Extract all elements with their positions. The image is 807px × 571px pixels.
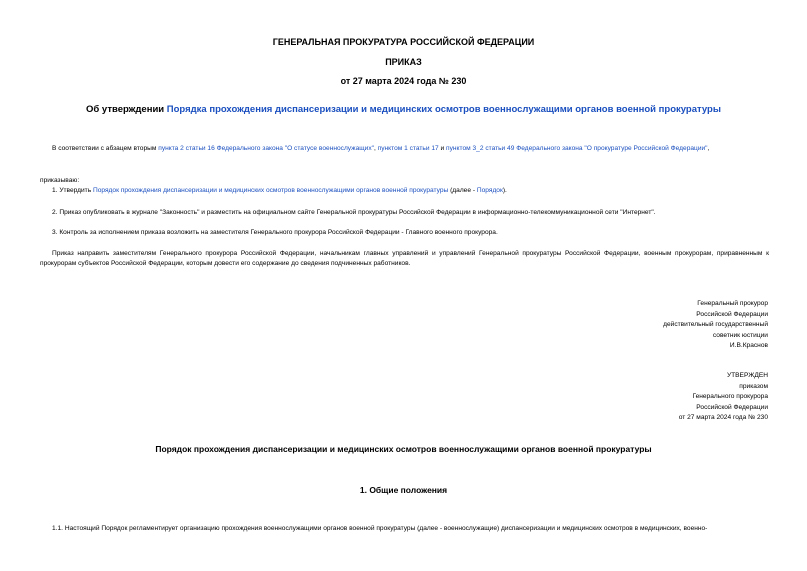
signature-line-4: советник юстиции [712, 331, 768, 339]
signature-line-5: И.В.Краснов [729, 342, 768, 350]
doc-type-heading: ПРИКАЗ [385, 57, 422, 67]
approval-block [679, 371, 768, 424]
signature-line-2: Российской Федерации [696, 310, 768, 318]
title-prefix: Об утверждении [86, 104, 167, 115]
approval-line-5: от 27 марта 2024 года № 230 [678, 414, 768, 422]
procedure-title: Порядок прохождения диспансеризации и медицинских осмотров военнослужащими органов военной прокуратуры [155, 444, 652, 454]
approval-line-4: Российской Федерации [696, 403, 768, 411]
approval-line-1: УТВЕРЖДЕН [726, 372, 768, 379]
preamble-link-prosecutor-law[interactable]: пунктом 3_2 статьи 49 Федерального закона "О прокуратуре Российской Федерации" [446, 145, 708, 152]
section-1-title: 1. Общие положения [359, 485, 448, 495]
preamble-text-4: , [707, 145, 710, 152]
signature-block [663, 299, 768, 352]
signature-line-1: Генеральный прокурор [697, 300, 768, 307]
approval-line-3: Генерального прокурора [692, 393, 768, 401]
item-1-mid: (далее - [448, 187, 477, 194]
section-1-paragraph-1: 1.1. Настоящий Порядок регламентирует организацию прохождения военнослужащими органов военной прокуратуры (далее - военнослужащие) диспансеризации и медицинских осмотров в медицинских, военно- [52, 525, 708, 532]
preamble-paragraph [40, 144, 769, 154]
order-item-1 [52, 186, 769, 196]
preamble-text-2: , [374, 145, 378, 152]
approval-line-2: приказом [739, 382, 768, 390]
order-item-3: 3. Контроль за исполнением приказа возложить на заместителя Генерального прокурора Российской Федерации - Главного военного прокурора. [52, 229, 498, 236]
item-1-prefix: 1. Утвердить [52, 187, 93, 194]
item-1-suffix: ). [502, 187, 507, 194]
preamble-link-law-status[interactable]: пункта 2 статьи 16 Федерального закона "О статусе военнослужащих" [158, 145, 374, 152]
order-item-2: 2. Приказ опубликовать в журнале "Законность" и разместить на официальном сайте Генеральной прокуратуры Российской Федерации в информационно-телекоммуникационной сети "Интернет". [52, 209, 656, 216]
document-title [0, 104, 807, 115]
order-word: приказываю: [40, 177, 80, 184]
preamble-text-3: и [438, 145, 447, 152]
preamble-text-1: В соответствии с абзацем вторым [52, 145, 159, 152]
date-number-heading: от 27 марта 2024 года № 230 [340, 76, 467, 86]
item-1-link-short[interactable]: Порядок [476, 187, 503, 194]
title-link[interactable]: Порядка прохождения диспансеризации и медицинских осмотров военнослужащими органов военной прокуратуры [166, 104, 721, 115]
org-heading: ГЕНЕРАЛЬНАЯ ПРОКУРАТУРА РОССИЙСКОЙ ФЕДЕРАЦИИ [272, 37, 535, 47]
item-1-link-procedure[interactable]: Порядок прохождения диспансеризации и медицинских осмотров военнослужащими органов военной прокуратуры [92, 187, 449, 194]
signature-line-3: действительный государственный [663, 321, 768, 329]
preamble-link-article-17[interactable]: пунктом 1 статьи 17 [377, 145, 439, 152]
distribution-paragraph: Приказ направить заместителям Генерального прокурора Российской Федерации, начальникам главных управлений и управлений Генеральной прокуратуры Российской Федерации, военным прокурорам, приравненным к прокурорам субъектов Российской Федерации, которым довести его содержание до сведения подчиненных работников. [40, 250, 769, 267]
